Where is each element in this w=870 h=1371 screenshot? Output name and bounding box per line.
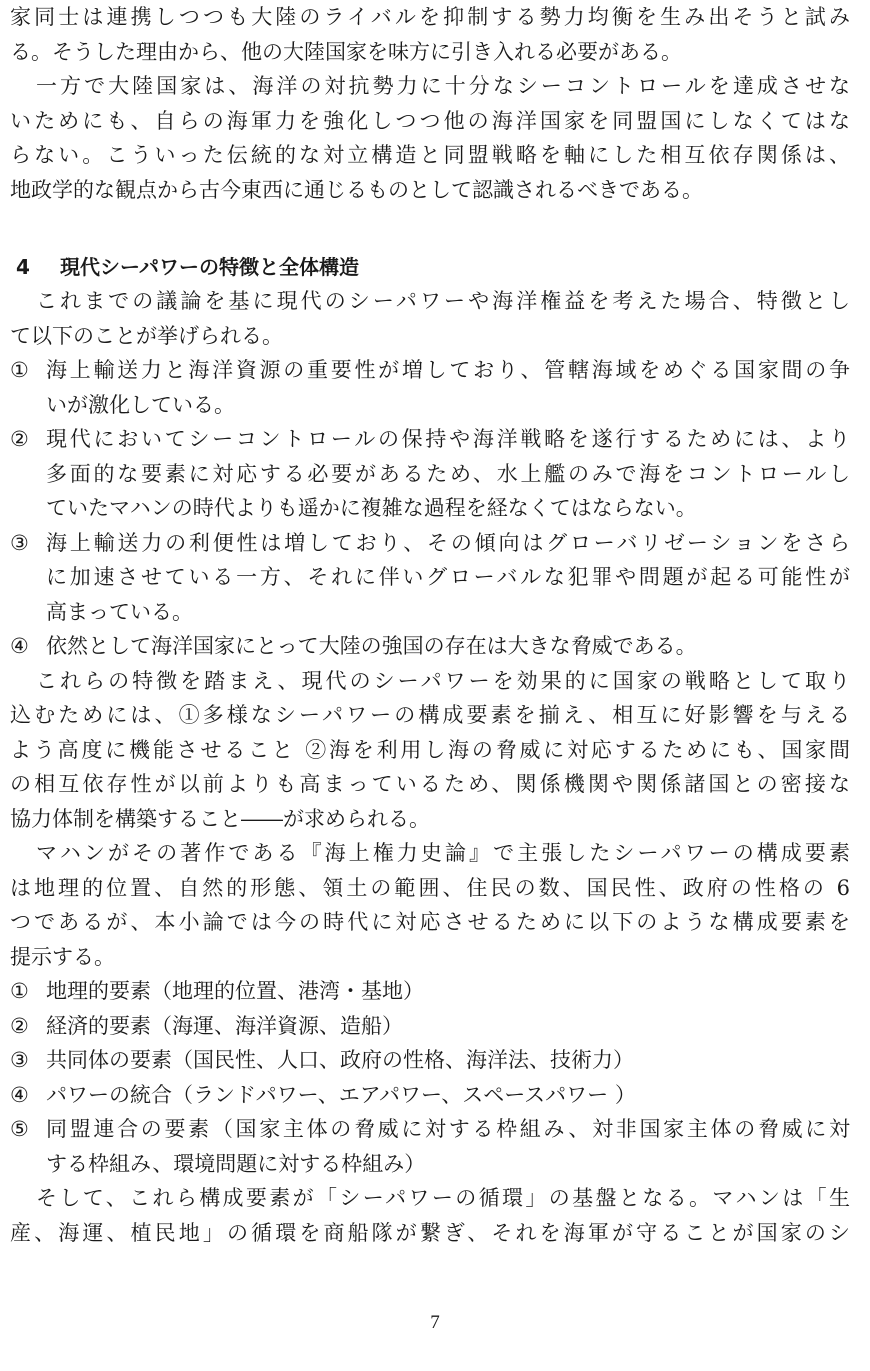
- text-line: 高まっている。: [46, 599, 193, 624]
- list-item: [10, 1009, 850, 1044]
- text-line: 共同体の要素（国民性、人口、政府の性格、海洋法、技術力）: [46, 1048, 634, 1072]
- list-item: [10, 629, 850, 664]
- list-marker: ⑤: [10, 1117, 29, 1141]
- paragraph-mahan: [10, 836, 850, 974]
- text-line: そして、これら構成要素が「シーパワーの循環」の基盤となる。マハンは「生: [36, 1186, 850, 1210]
- text-line: 経済的要素（海運、海洋資源、造船）: [46, 1013, 403, 1038]
- text-line: これらの特徴を踏まえ、現代のシーパワーを効果的に国家の戦略として取り: [36, 668, 850, 693]
- section-number: 4: [16, 254, 30, 279]
- paragraph-seapower-cycle: [10, 1181, 850, 1250]
- section-title: 現代シーパワーの特徴と全体構造: [60, 254, 359, 279]
- text-line: 現代においてシーコントロールの保持や海洋戦略を遂行するためには、より: [46, 427, 850, 451]
- text-line: よう高度に機能させること ②海を利用し海の脅威に対応するためにも、国家間: [10, 737, 850, 762]
- text-line: らない。こういった伝統的な対立構造と同盟戦略を軸にした相互依存関係は、: [10, 143, 850, 167]
- paragraph-intro: [10, 284, 850, 353]
- text-line: いためにも、自らの海軍力を強化しつつ他の海洋国家を同盟国にしなくてはな: [10, 108, 850, 133]
- document-page: [10, 0, 850, 1250]
- text-line: は地理的位置、自然的形態、領土の範囲、住民の数、国民性、政府の性格の 6: [10, 875, 850, 900]
- text-line: つであるが、本小論では今の時代に対応させるために以下のような構成要素を: [10, 910, 850, 934]
- list-marker: ④: [10, 634, 29, 658]
- text-line: いが激化している。: [46, 392, 235, 417]
- section-gap: [10, 207, 850, 242]
- list-marker: ④: [10, 1082, 29, 1107]
- list-item: [10, 1043, 850, 1078]
- text-line: する枠組み、環境問題に対する枠組み）: [46, 1151, 426, 1176]
- text-line: 一方で大陸国家は、海洋の対抗勢力に十分なシーコントロールを達成させな: [36, 74, 850, 98]
- text-line: マハンがその著作である『海上権力史論』で主張したシーパワーの構成要素: [36, 841, 850, 865]
- list-item: [10, 1078, 850, 1113]
- list-marker: ①: [10, 979, 29, 1003]
- page-number: 7: [430, 1312, 440, 1333]
- text-line: 多面的な要素に対応する必要があるため、水上艦のみで海をコントロールし: [46, 461, 850, 486]
- list-marker: ②: [10, 427, 29, 451]
- list-marker: ③: [10, 530, 29, 555]
- list-item: [10, 1112, 850, 1181]
- list-item: [10, 422, 850, 526]
- text-line: 込むためには、①多様なシーパワーの構成要素を揃え、相互に好影響を与える: [10, 703, 850, 727]
- list-item: [10, 526, 850, 630]
- text-line: 地理的要素（地理的位置、港湾・基地）: [46, 979, 424, 1003]
- paragraph-continuation: [10, 0, 850, 69]
- elements-list: [10, 974, 850, 1181]
- list-item: [10, 353, 850, 422]
- list-item: [10, 974, 850, 1009]
- text-line: に加速させている一方、それに伴いグローバルな犯罪や問題が起る可能性が: [46, 565, 850, 589]
- text-line: 家同士は連携しつつも大陸のライバルを抑制する勢力均衡を生み出そうと試み: [10, 5, 850, 29]
- text-line: 海上輸送力の利便性は増しており、その傾向はグローバリゼーションをさら: [46, 530, 850, 555]
- paragraph-continental-states: [10, 69, 850, 207]
- paragraph-features-summary: [10, 664, 850, 837]
- text-line: 協力体制を構築すること――が求められる。: [10, 806, 430, 831]
- text-line: これまでの議論を基に現代のシーパワーや海洋権益を考えた場合、特徴とし: [36, 289, 850, 313]
- text-line: 同盟連合の要素（国家主体の脅威に対する枠組み、対非国家主体の脅威に対: [46, 1117, 850, 1141]
- text-line: 産、海運、植民地」の循環を商船隊が繋ぎ、それを海軍が守ることが国家のシ: [10, 1220, 850, 1245]
- text-line: る。そうした理由から、他の大陸国家を味方に引き入れる必要がある。: [10, 39, 682, 64]
- text-line: 提示する。: [10, 944, 115, 969]
- text-line: ていたマハンの時代よりも遥かに複雑な過程を経なくてはならない。: [46, 496, 697, 520]
- text-line: て以下のことが挙げられる。: [10, 323, 283, 348]
- text-line: 地政学的な観点から古今東西に通じるものとして認識されるべきである。: [10, 177, 703, 202]
- text-line: パワーの統合（ランドパワー、エアパワー、スペースパワー ）: [46, 1082, 636, 1107]
- list-marker: ①: [10, 358, 29, 382]
- features-list: [10, 353, 850, 664]
- list-marker: ③: [10, 1048, 29, 1072]
- section-heading: [10, 250, 850, 285]
- text-line: の相互依存性が以前よりも高まっているため、関係機関や関係諸国との密接な: [10, 772, 850, 796]
- text-line: 海上輸送力と海洋資源の重要性が増しており、管轄海域をめぐる国家間の争: [46, 358, 850, 382]
- list-marker: ②: [10, 1013, 29, 1038]
- text-line: 依然として海洋国家にとって大陸の強国の存在は大きな脅威である。: [46, 634, 697, 658]
